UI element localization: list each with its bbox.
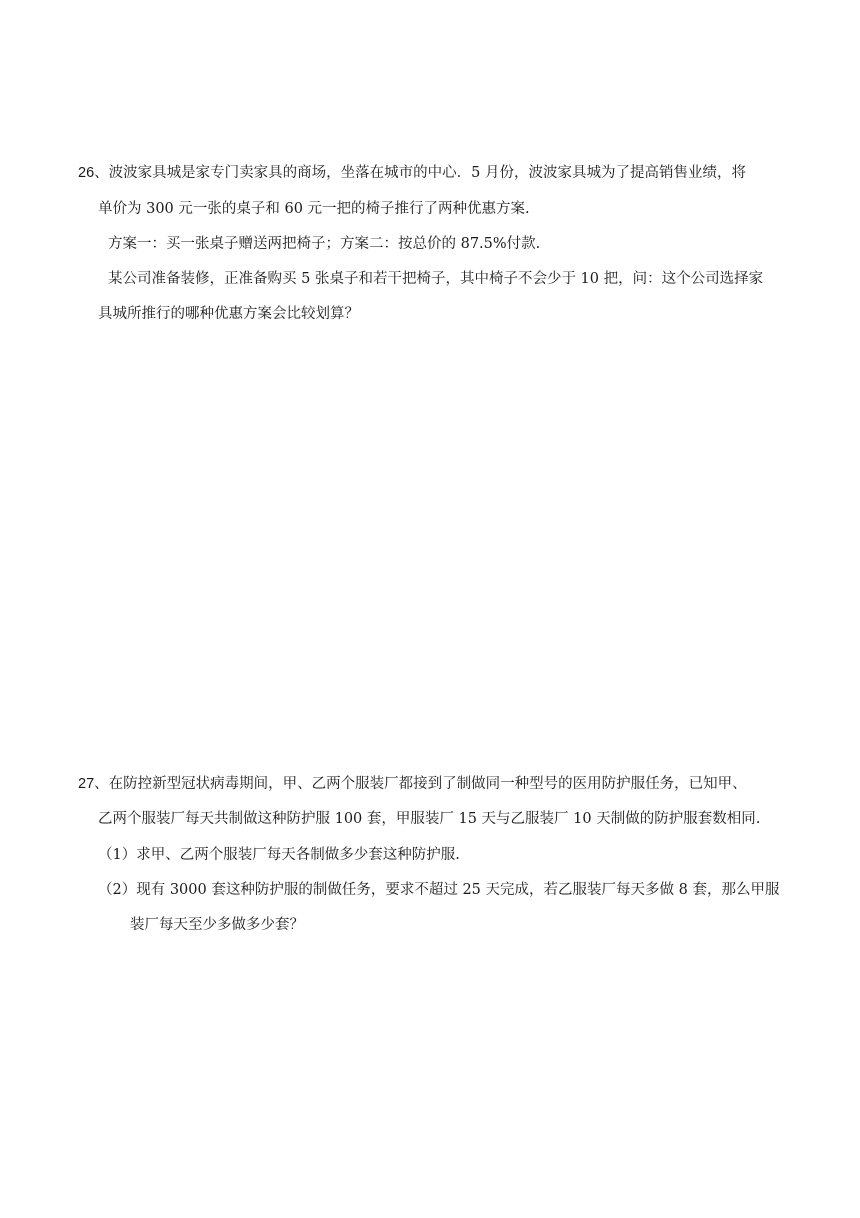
q27-line-2: 乙两个服装厂每天共制做这种防护服 100 套，甲服装厂 15 天与乙服装厂 10 天制做的防护服套数相同. xyxy=(98,811,761,827)
q26-line-5: 具城所推行的哪种优惠方案会比较划算？ xyxy=(98,306,359,322)
q26-line-4: 某公司准备装修，正准备购买 5 张桌子和若干把椅子，其中椅子不会少于 10 把，问：这个公司选择家 xyxy=(108,271,764,287)
q26-line-1: 26、波波家具城是家专门卖家具的商场，坐落在城市的中心．5 月份，波波家具城为了提高销售业绩，将 xyxy=(78,165,746,181)
q26-number: 26 xyxy=(78,165,95,181)
q26-line-2: 单价为 300 元一张的桌子和 60 元一把的椅子推行了两种优惠方案. xyxy=(98,201,530,217)
q27-number: 27 xyxy=(78,776,95,792)
q27-part-2: （2）现有 3000 套这种防护服的制做任务，要求不超过 25 天完成，若乙服装厂每天多做 8 套，那么甲服 xyxy=(98,882,780,898)
q27-part-1: （1）求甲、乙两个服装厂每天各制做多少套这种防护服. xyxy=(98,847,460,863)
q27-line-1: 27、在防控新型冠状病毒期间，甲、乙两个服装厂都接到了制做同一种型号的医用防护服任务，已知甲、 xyxy=(78,776,747,792)
q26-line-3: 方案一：买一张桌子赠送两把椅子；方案二：按总价的 87.5%付款. xyxy=(108,236,541,252)
q27-part-2-cont: 装厂每天至少多做多少套？ xyxy=(130,917,304,933)
